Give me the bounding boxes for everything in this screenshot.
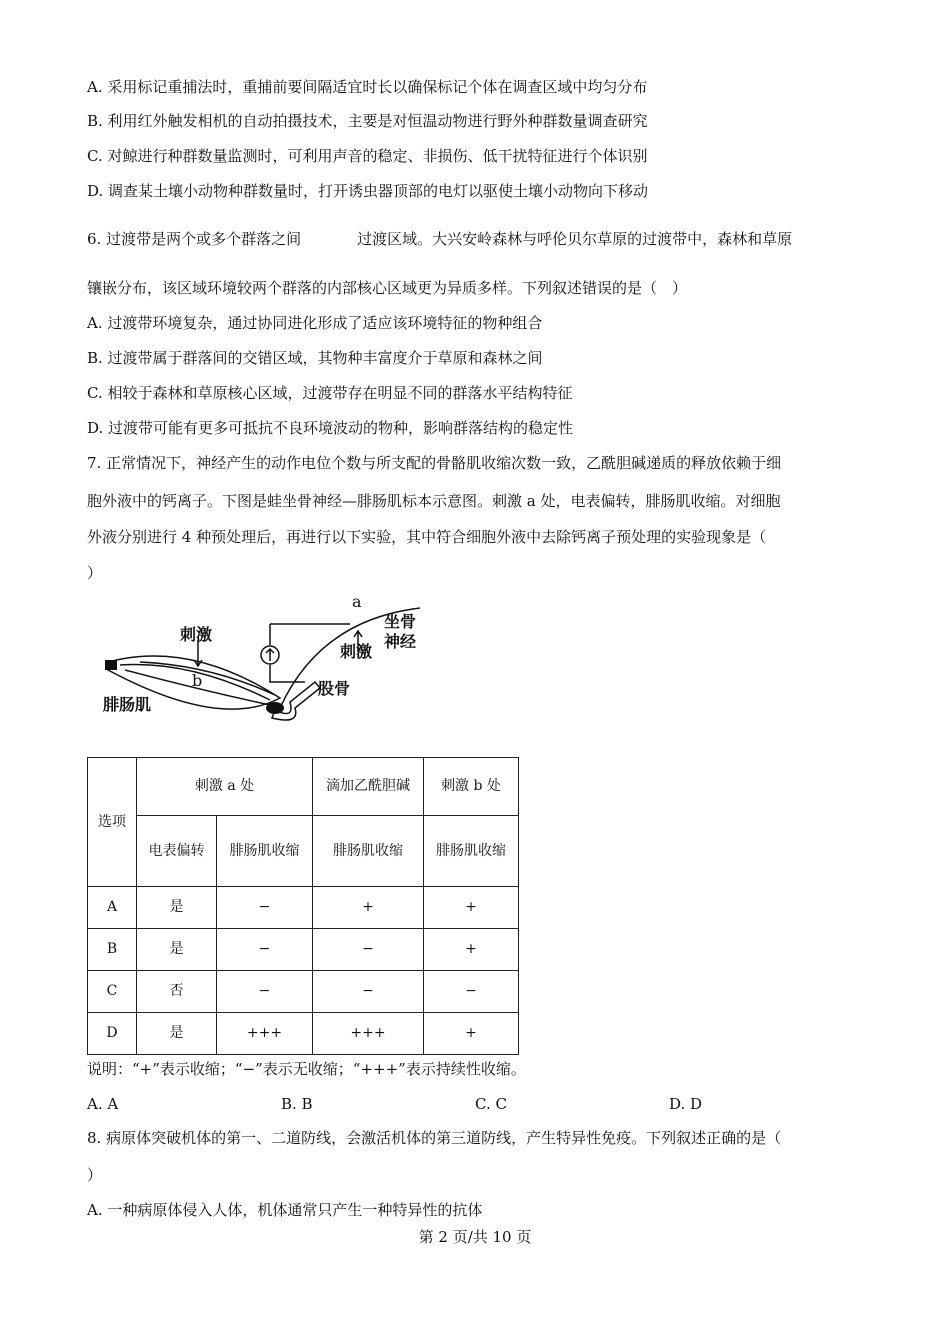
cell: + bbox=[424, 929, 519, 971]
q5-option-c: C. 对鲸进行种群数量监测时，可利用声音的稳定、非损伤、低干扰特征进行个体识别 bbox=[87, 147, 648, 165]
q6-stem-part2: 过渡区域。大兴安岭森林与呼伦贝尔草原的过渡带中，森林和草原 bbox=[357, 230, 793, 248]
cell: − bbox=[313, 929, 424, 971]
q5-option-d: D. 调查某土壤小动物种群数量时，打开诱虫器顶部的电灯以驱使土壤小动物向下移动 bbox=[87, 182, 649, 200]
q7-stem-line3: 外液分别进行 4 种预处理后，再进行以下实验，其中符合细胞外液中去除钙离子预处理的实验现象是（ bbox=[87, 528, 767, 546]
q7-option-c: C. C bbox=[475, 1095, 507, 1113]
header-stim-a: 刺激 a 处 bbox=[137, 758, 313, 816]
label-nerve-1: 坐骨 bbox=[384, 612, 417, 631]
q6-option-c: C. 相较于森林和草原核心区域，过渡带存在明显不同的群落水平结构特征 bbox=[87, 384, 573, 402]
cell: C bbox=[88, 971, 137, 1013]
q7-option-d: D. D bbox=[669, 1095, 703, 1113]
q6-stem-part1: 6. 过渡带是两个或多个群落之间 bbox=[87, 230, 302, 248]
table-row bbox=[88, 887, 519, 929]
q5-option-a: A. 采用标记重捕法时，重捕前要间隔适宜时长以确保标记个体在调查区域中均匀分布 bbox=[87, 78, 648, 96]
label-b: b bbox=[192, 671, 203, 690]
header-ach: 滴加乙酰胆碱 bbox=[313, 758, 424, 816]
sub-muscle-b: 腓肠肌收缩 bbox=[424, 816, 519, 887]
table-row bbox=[88, 971, 519, 1013]
header-stim-b: 刺激 b 处 bbox=[424, 758, 519, 816]
cell: + bbox=[424, 1013, 519, 1055]
cell: 是 bbox=[137, 1013, 217, 1055]
cell: − bbox=[217, 887, 313, 929]
meter-wires bbox=[270, 624, 350, 682]
q8-stem-line2: ） bbox=[87, 1166, 103, 1184]
q6-stem-line2: 镶嵌分布，该区域环境较两个群落的内部核心区域更为异质多样。下列叙述错误的是（ ） bbox=[87, 279, 688, 297]
sub-meter: 电表偏转 bbox=[137, 816, 217, 887]
table-row bbox=[88, 1013, 519, 1055]
q7-option-b: B. B bbox=[281, 1095, 313, 1113]
cell: D bbox=[88, 1013, 137, 1055]
label-nerve-2: 神经 bbox=[384, 632, 417, 651]
table-note: 说明：“+”表示收缩；“−”表示无收缩；“+++”表示持续性收缩。 bbox=[87, 1060, 526, 1078]
q8-stem-line1: 8. 病原体突破机体的第一、二道防线，会激活机体的第三道防线，产生特异性免疫。下列叙述正确的是（ bbox=[87, 1129, 782, 1147]
q7-stem-line2: 胞外液中的钙离子。下图是蛙坐骨神经—腓肠肌标本示意图。刺激 a 处，电表偏转，腓肠肌收缩。对细胞 bbox=[87, 492, 781, 510]
q5-option-b: B. 利用红外触发相机的自动拍摄技术，主要是对恒温动物进行野外种群数量调查研究 bbox=[87, 112, 648, 130]
cell: 否 bbox=[137, 971, 217, 1013]
cell: − bbox=[217, 971, 313, 1013]
page-footer: 第 2 页/共 10 页 bbox=[418, 1228, 532, 1246]
label-bone: 股骨 bbox=[318, 679, 351, 698]
table-row bbox=[88, 929, 519, 971]
cell: 是 bbox=[137, 929, 217, 971]
q7-option-a: A. A bbox=[87, 1095, 119, 1113]
header-option: 选项 bbox=[88, 758, 137, 887]
q7-stem-line4: ） bbox=[87, 564, 103, 582]
q8-option-a: A. 一种病原体侵入人体，机体通常只产生一种特异性的抗体 bbox=[87, 1201, 483, 1219]
femur bbox=[272, 682, 320, 720]
sub-muscle-ach: 腓肠肌收缩 bbox=[313, 816, 424, 887]
cell: A bbox=[88, 887, 137, 929]
label-muscle: 腓肠肌 bbox=[103, 695, 152, 714]
nerve-muscle-figure bbox=[100, 590, 430, 735]
q6-option-a: A. 过渡带环境复杂，通过协同进化形成了适应该环境特征的物种组合 bbox=[87, 314, 543, 332]
cell: − bbox=[313, 971, 424, 1013]
label-a: a bbox=[352, 592, 362, 611]
cell: 是 bbox=[137, 887, 217, 929]
sub-muscle-a: 腓肠肌收缩 bbox=[217, 816, 313, 887]
q6-stem-line1 bbox=[87, 229, 792, 249]
q6-option-d: D. 过渡带可能有更多可抵抗不良环境波动的物种，影响群落结构的稳定性 bbox=[87, 419, 574, 437]
label-stimulus-b: 刺激 bbox=[180, 625, 213, 644]
cell: +++ bbox=[313, 1013, 424, 1055]
cell: + bbox=[313, 887, 424, 929]
cell: − bbox=[217, 929, 313, 971]
cell: +++ bbox=[217, 1013, 313, 1055]
cell: − bbox=[424, 971, 519, 1013]
q7-stem-line1: 7. 正常情况下，神经产生的动作电位个数与所支配的骨骼肌收缩次数一致，乙酰胆碱递质的释放依赖于细 bbox=[87, 454, 782, 472]
cell: B bbox=[88, 929, 137, 971]
q6-option-b: B. 过渡带属于群落间的交错区域，其物种丰富度介于草原和森林之间 bbox=[87, 349, 543, 367]
cell: + bbox=[424, 887, 519, 929]
experiment-table bbox=[87, 757, 519, 1055]
label-stimulus-a: 刺激 bbox=[340, 642, 373, 661]
